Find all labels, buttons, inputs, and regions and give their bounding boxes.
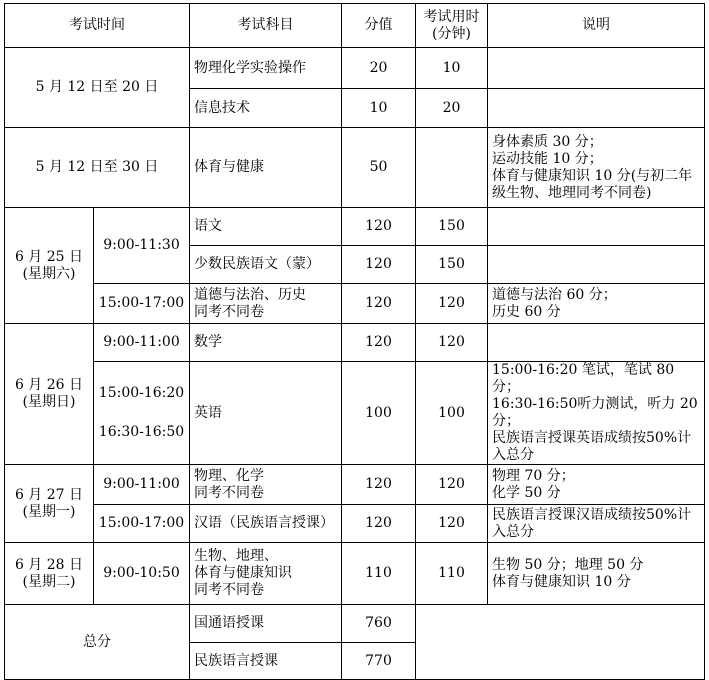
notes-cell: 生物 50 分；地理 50 分 体育与健康知识 10 分 [488, 543, 705, 605]
table-row [5, 465, 705, 505]
notes-cell [488, 48, 705, 89]
table-row [5, 505, 705, 543]
date-cell: 6 月 26 日 (星期日) [5, 324, 94, 465]
header-duration: 考试用时 (分钟) [416, 4, 488, 48]
subject-cell: 国通语授课 [190, 605, 342, 643]
notes-cell: 身体素质 30 分； 运动技能 10 分； 体育与健康知识 10 分(与初二年级生物、地理同考不同卷) [488, 128, 705, 208]
time-listening: 16:30-16:50 [98, 424, 185, 440]
date-cell: 5 月 12 日至 30 日 [5, 128, 190, 208]
notes-cell [488, 246, 705, 284]
time-cell: 15:00-17:00 [94, 284, 190, 324]
score-cell: 20 [342, 48, 416, 89]
time-cell: 9:00-11:30 [94, 208, 190, 284]
notes-cell: 民族语言授课汉语成绩按50%计入总分 [488, 505, 705, 543]
score-cell: 100 [342, 362, 416, 465]
notes-cell: 道德与法治 60 分； 历史 60 分 [488, 284, 705, 324]
duration-cell: 120 [416, 324, 488, 362]
subject-cell: 民族语言授课 [190, 643, 342, 680]
subject-cell: 生物、地理、 体育与健康知识 同考不同卷 [190, 543, 342, 605]
score-cell: 760 [342, 605, 416, 643]
notes-cell [488, 89, 705, 128]
date-cell: 6 月 27 日 (星期一) [5, 465, 94, 543]
date-cell: 5 月 12 日至 20 日 [5, 48, 190, 128]
header-time: 考试时间 [5, 4, 190, 48]
subject-cell: 数学 [190, 324, 342, 362]
header-score: 分值 [342, 4, 416, 48]
table-row [5, 128, 705, 208]
table-row [5, 284, 705, 324]
table-row [5, 208, 705, 246]
score-cell: 770 [342, 643, 416, 680]
exam-schedule-table [4, 3, 705, 680]
header-subject: 考试科目 [190, 4, 342, 48]
score-cell: 120 [342, 324, 416, 362]
subject-cell: 物理、化学 同考不同卷 [190, 465, 342, 505]
duration-cell: 20 [416, 89, 488, 128]
duration-cell: 110 [416, 543, 488, 605]
score-cell: 120 [342, 465, 416, 505]
score-cell: 120 [342, 505, 416, 543]
subject-cell: 少数民族语文（蒙） [190, 246, 342, 284]
table-row [5, 48, 705, 89]
empty-cell [416, 605, 705, 680]
table-row [5, 362, 705, 465]
time-cell: 9:00-11:00 [94, 324, 190, 362]
notes-cell: 15:00-16:20 笔试，笔试 80 分； 16:30-16:50听力测试，听力 20 分； 民族语言授课英语成绩按50%计入总分 [488, 362, 705, 465]
subject-cell: 汉语（民族语言授课） [190, 505, 342, 543]
time-cell: 9:00-11:00 [94, 465, 190, 505]
table-row [5, 605, 705, 643]
time-cell [94, 362, 190, 465]
notes-cell: 物理 70 分； 化学 50 分 [488, 465, 705, 505]
score-cell: 110 [342, 543, 416, 605]
date-cell: 6 月 25 日 (星期六) [5, 208, 94, 324]
score-cell: 120 [342, 208, 416, 246]
score-cell: 120 [342, 246, 416, 284]
subject-cell: 英语 [190, 362, 342, 465]
duration-cell: 120 [416, 465, 488, 505]
time-cell: 15:00-17:00 [94, 505, 190, 543]
subject-cell: 体育与健康 [190, 128, 342, 208]
duration-cell: 100 [416, 362, 488, 465]
subject-cell: 道德与法治、历史 同考不同卷 [190, 284, 342, 324]
duration-cell [416, 128, 488, 208]
score-cell: 50 [342, 128, 416, 208]
subject-cell: 语文 [190, 208, 342, 246]
date-cell: 6 月 28 日 (星期二) [5, 543, 94, 605]
score-cell: 10 [342, 89, 416, 128]
subject-cell: 物理化学实验操作 [190, 48, 342, 89]
duration-cell: 150 [416, 246, 488, 284]
time-cell: 9:00-10:50 [94, 543, 190, 605]
header-notes: 说明 [488, 4, 705, 48]
header-row [5, 4, 705, 48]
notes-cell [488, 208, 705, 246]
table-row [5, 543, 705, 605]
duration-cell: 10 [416, 48, 488, 89]
total-label: 总分 [5, 605, 190, 680]
duration-cell: 120 [416, 505, 488, 543]
time-written: 15:00-16:20 [98, 385, 185, 401]
notes-cell [488, 324, 705, 362]
duration-cell: 120 [416, 284, 488, 324]
subject-cell: 信息技术 [190, 89, 342, 128]
table-row [5, 324, 705, 362]
duration-cell: 150 [416, 208, 488, 246]
score-cell: 120 [342, 284, 416, 324]
